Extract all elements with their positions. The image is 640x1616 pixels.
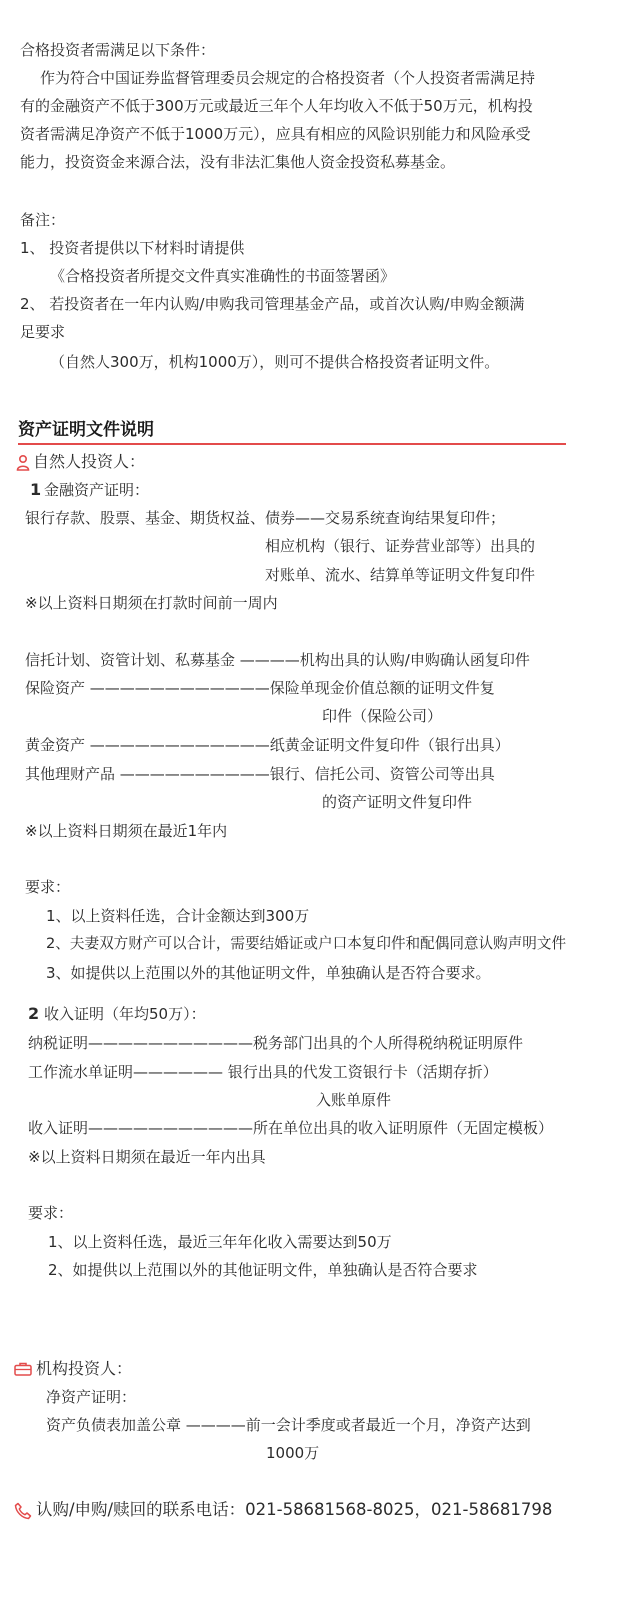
notes-line: （自然人300万，机构1000万），则可不提供合格投资者证明文件。 [50,353,500,371]
contact-phone: 认购/申购/赎回的联系电话：021-58681568-8025，021-58681798 [36,1500,553,1519]
financial-req-heading: 要求： [25,878,71,896]
income-line: 纳税证明———————————税务部门出具的个人所得税纳税证明原件 [28,1034,524,1052]
natural-heading: 自然人投资人： [33,452,146,471]
briefcase-icon [14,1362,32,1380]
person-icon [16,454,30,476]
section-divider [18,443,566,445]
financial-line: 的资产证明文件复印件 [322,793,473,811]
financial-line: 其他理财产品 ——————————银行、信托公司、资管公司等出具 [25,765,495,783]
financial-line: 印件（保险公司） [322,707,443,725]
intro-line: 作为符合中国证券监督管理委员会规定的合格投资者（个人投资者需满足持 [40,69,536,87]
financial-req: 3、如提供以上范围以外的其他证明文件，单独确认是否符合要求。 [46,964,491,982]
financial-line: 保险资产 ————————————保险单现金价值总额的证明文件复 [25,679,495,697]
intro-line: 资者需满足净资产不低于1000万元），应具有相应的风险识别能力和风险承受 [20,125,531,143]
financial-line: ※以上资料日期须在打款时间前一周内 [25,594,278,612]
intro-line: 能力，投资资金来源合法，没有非法汇集他人资金投资私募基金。 [20,153,456,171]
financial-line: ※以上资料日期须在最近1年内 [25,822,228,840]
income-number: 2 [28,1004,40,1023]
phone-icon [14,1502,32,1524]
financial-title: 金融资产证明： [44,481,150,499]
institution-line: 资产负债表加盖公章 ————前一会计季度或者最近一个月，净资产达到 [46,1416,531,1434]
financial-line: 黄金资产 ————————————纸黄金证明文件复印件（银行出具） [25,736,510,754]
notes-line: 2、 若投资者在一年内认购/申购我司管理基金产品，或首次认购/申购金额满 [20,295,525,313]
financial-line: 银行存款、股票、基金、期货权益、债券——交易系统查询结果复印件； [25,509,506,527]
financial-line: 信托计划、资管计划、私募基金 ————机构出具的认购/申购确认函复印件 [25,651,530,669]
financial-number: 1 [30,480,42,499]
notes-line: 足要求 [20,323,66,341]
income-title: 收入证明（年均50万）： [44,1005,206,1023]
section-title: 资产证明文件说明 [18,420,154,440]
intro-line: 有的金融资产不低于300万元或最近三年个人年均收入不低于50万元，机构投 [20,97,533,115]
financial-req: 1、以上资料任选，合计金额达到300万 [46,907,310,925]
institution-sub: 净资产证明： [46,1388,137,1406]
financial-line: 相应机构（银行、证券营业部等）出具的 [265,537,536,555]
institution-line: 1000万 [266,1444,320,1462]
income-req: 2、如提供以上范围以外的其他证明文件，单独确认是否符合要求 [48,1261,478,1279]
income-req-heading: 要求： [28,1204,74,1222]
income-line: 入账单原件 [316,1091,392,1109]
financial-req: 2、夫妻双方财产可以合计，需要结婚证或户口本复印件和配偶同意认购声明文件 [46,935,567,952]
income-line: ※以上资料日期须在最近一年内出具 [28,1148,266,1166]
intro-heading: 合格投资者需满足以下条件： [20,41,216,59]
income-line: 收入证明———————————所在单位出具的收入证明原件（无固定模板） [28,1119,554,1137]
notes-heading: 备注： [20,211,66,229]
income-req: 1、以上资料任选，最近三年年化收入需要达到50万 [48,1233,392,1251]
notes-line: 1、 投资者提供以下材料时请提供 [20,239,245,257]
notes-line: 《合格投资者所提交文件真实准确性的书面签署函》 [50,267,396,285]
income-line: 工作流水单证明—————— 银行出具的代发工资银行卡（活期存折） [28,1063,498,1081]
institution-heading: 机构投资人： [36,1359,133,1378]
financial-line: 对账单、流水、结算单等证明文件复印件 [265,566,536,584]
